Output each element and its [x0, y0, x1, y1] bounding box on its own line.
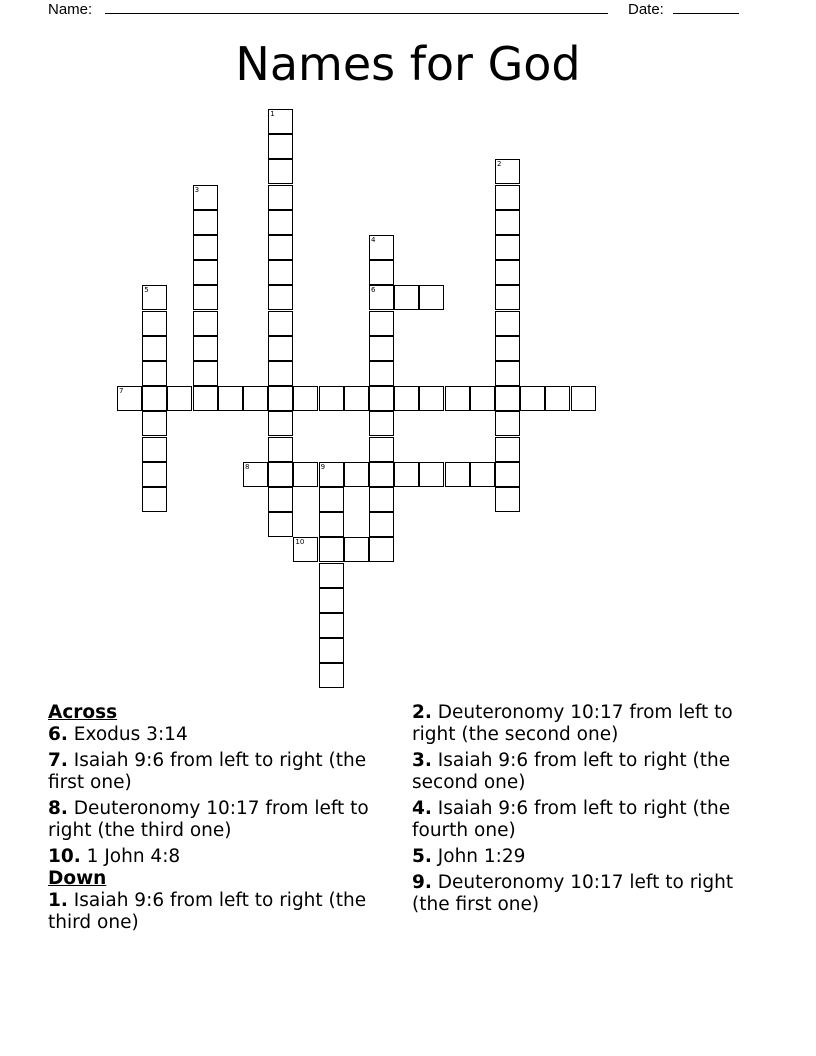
grid-cell[interactable]: [268, 386, 293, 411]
grid-cell[interactable]: [319, 537, 344, 562]
grid-cell[interactable]: [268, 285, 293, 310]
grid-cell[interactable]: [142, 462, 167, 487]
grid-cell[interactable]: [445, 386, 470, 411]
grid-cell[interactable]: [193, 210, 218, 235]
grid-cell[interactable]: [369, 462, 394, 487]
down-clue: [412, 702, 757, 746]
cell-number: 10: [295, 538, 305, 547]
cell-number: 7: [119, 387, 124, 396]
grid-cell[interactable]: [193, 185, 218, 210]
grid-cell[interactable]: [445, 462, 470, 487]
grid-cell[interactable]: [319, 638, 344, 663]
clue-text: Exodus 3:14: [73, 724, 188, 745]
cell-number: 5: [144, 286, 149, 295]
grid-cell[interactable]: [293, 386, 318, 411]
clue-number: 6.: [48, 724, 68, 745]
date-label: Date:: [628, 1, 664, 18]
cell-number: 2: [497, 160, 502, 169]
clue-text: Isaiah 9:6 from left to right (the first one): [48, 750, 367, 793]
down-clue: [412, 798, 757, 842]
grid-cell[interactable]: [369, 311, 394, 336]
grid-cell[interactable]: [369, 487, 394, 512]
grid-cell[interactable]: [268, 487, 293, 512]
cell-number: 6: [371, 286, 376, 295]
grid-cell[interactable]: [319, 663, 344, 688]
grid-cell[interactable]: [369, 336, 394, 361]
clue-text: Deuteronomy 10:17 from left to right (the third one): [48, 798, 369, 841]
grid-cell[interactable]: [369, 411, 394, 436]
puzzle-title: Names for God: [235, 37, 581, 91]
grid-cell[interactable]: [268, 109, 293, 134]
grid-cell[interactable]: [369, 386, 394, 411]
grid-cell[interactable]: [193, 361, 218, 386]
grid-cell[interactable]: [495, 210, 520, 235]
grid-cell[interactable]: [369, 437, 394, 462]
name-label: Name:: [48, 1, 93, 18]
grid-cell[interactable]: [419, 386, 444, 411]
grid-cell[interactable]: [344, 537, 369, 562]
grid-cell[interactable]: [495, 361, 520, 386]
cell-number: 3: [194, 185, 200, 194]
grid-cell[interactable]: [268, 361, 293, 386]
grid-cell[interactable]: [268, 159, 293, 184]
clue-number: 2.: [412, 702, 432, 723]
grid-cell[interactable]: [117, 386, 142, 411]
grid-cell[interactable]: [495, 260, 520, 285]
grid-cell[interactable]: [268, 311, 293, 336]
grid-cell[interactable]: [571, 386, 596, 411]
grid-cell[interactable]: [268, 260, 293, 285]
grid-cell[interactable]: [470, 386, 495, 411]
grid-cell[interactable]: [142, 311, 167, 336]
down-clue: [412, 750, 757, 794]
clue-number: 5.: [412, 846, 432, 867]
down-clue: [412, 872, 757, 916]
grid-cell[interactable]: [495, 185, 520, 210]
grid-cell[interactable]: [268, 437, 293, 462]
grid-cell[interactable]: [268, 411, 293, 436]
grid-cell[interactable]: [142, 487, 167, 512]
clue-text: Deuteronomy 10:17 left to right (the first one): [412, 872, 734, 915]
grid-cell[interactable]: [319, 613, 344, 638]
grid-cell[interactable]: [495, 386, 520, 411]
grid-cell[interactable]: [218, 386, 243, 411]
grid-cell[interactable]: [319, 563, 344, 588]
grid-cell[interactable]: [545, 386, 570, 411]
down-clue: [412, 846, 757, 868]
grid-cell[interactable]: [193, 386, 218, 411]
grid-cell[interactable]: [369, 361, 394, 386]
grid-cell[interactable]: [293, 462, 318, 487]
clue-number: 9.: [412, 872, 432, 893]
across-clue: [48, 798, 393, 842]
grid-cell[interactable]: [495, 159, 520, 184]
clues-column-right: [412, 702, 757, 920]
cell-number: 1: [270, 110, 275, 118]
grid-cell[interactable]: [369, 512, 394, 537]
clue-number: 1.: [48, 890, 68, 911]
grid-cell[interactable]: [495, 411, 520, 436]
grid-cell[interactable]: [193, 311, 218, 336]
cell-number: 8: [245, 462, 250, 471]
grid-cell[interactable]: [470, 462, 495, 487]
grid-cell[interactable]: [495, 336, 520, 361]
grid-cell[interactable]: [344, 386, 369, 411]
grid-cell[interactable]: [142, 437, 167, 462]
grid-cell[interactable]: [142, 361, 167, 386]
grid-cell[interactable]: [394, 285, 419, 310]
clue-text: Isaiah 9:6 from left to right (the second one): [412, 750, 731, 793]
clue-number: 3.: [412, 750, 432, 771]
grid-cell[interactable]: [167, 386, 192, 411]
grid-cell[interactable]: [268, 462, 293, 487]
grid-cell[interactable]: [495, 462, 520, 487]
down-heading: Down: [48, 868, 107, 889]
cell-number: 9: [320, 462, 326, 471]
clue-text: 1 John 4:8: [86, 846, 181, 867]
grid-cell[interactable]: [243, 462, 268, 487]
grid-cell[interactable]: [495, 437, 520, 462]
grid-cell[interactable]: [268, 210, 293, 235]
grid-cell[interactable]: [293, 537, 318, 562]
clue-number: 10.: [48, 846, 81, 867]
grid-cell[interactable]: [142, 411, 167, 436]
grid-cell[interactable]: [319, 386, 344, 411]
grid-cell[interactable]: [193, 235, 218, 260]
grid-cell[interactable]: [369, 537, 394, 562]
grid-cell[interactable]: [142, 386, 167, 411]
grid-cell[interactable]: [369, 260, 394, 285]
clue-text: Deuteronomy 10:17 from left to right (the second one): [412, 702, 733, 745]
grid-cell[interactable]: [344, 462, 369, 487]
grid-cell[interactable]: [495, 235, 520, 260]
across-clue: [48, 750, 393, 794]
grid-cell[interactable]: [193, 260, 218, 285]
grid-cell[interactable]: [268, 185, 293, 210]
grid-cell[interactable]: [319, 462, 344, 487]
grid-cell[interactable]: [268, 512, 293, 537]
grid-cell[interactable]: [419, 285, 444, 310]
clue-text: John 1:29: [437, 846, 526, 867]
grid-cell[interactable]: [369, 235, 394, 260]
down-clue: [48, 890, 393, 934]
grid-cell[interactable]: [319, 487, 344, 512]
grid-cell[interactable]: [193, 285, 218, 310]
grid-cell[interactable]: [142, 285, 167, 310]
grid-cell[interactable]: [394, 462, 419, 487]
across-clue: [48, 846, 393, 868]
grid-cell[interactable]: [268, 235, 293, 260]
grid-cell[interactable]: [268, 336, 293, 361]
grid-cell[interactable]: [193, 336, 218, 361]
cell-number: 4: [371, 236, 376, 244]
across-heading: Across: [48, 702, 118, 723]
clue-number: 8.: [48, 798, 68, 819]
grid-cell[interactable]: [419, 462, 444, 487]
grid-cell[interactable]: [319, 512, 344, 537]
grid-cell[interactable]: [268, 134, 293, 159]
clues-column-left: [48, 702, 393, 938]
grid-cell[interactable]: [495, 285, 520, 310]
grid-cell[interactable]: [319, 588, 344, 613]
clue-text: Isaiah 9:6 from left to right (the fourth one): [412, 798, 731, 841]
grid-cell[interactable]: [495, 487, 520, 512]
clue-text: Isaiah 9:6 from left to right (the third one): [48, 890, 367, 933]
grid-cell[interactable]: [243, 386, 268, 411]
grid-cell[interactable]: [520, 386, 545, 411]
grid-cell[interactable]: [495, 311, 520, 336]
clue-number: 7.: [48, 750, 68, 771]
clue-number: 4.: [412, 798, 432, 819]
across-clue: [48, 724, 393, 746]
grid-cell[interactable]: [394, 386, 419, 411]
grid-cell[interactable]: [369, 285, 394, 310]
grid-cell[interactable]: [142, 336, 167, 361]
